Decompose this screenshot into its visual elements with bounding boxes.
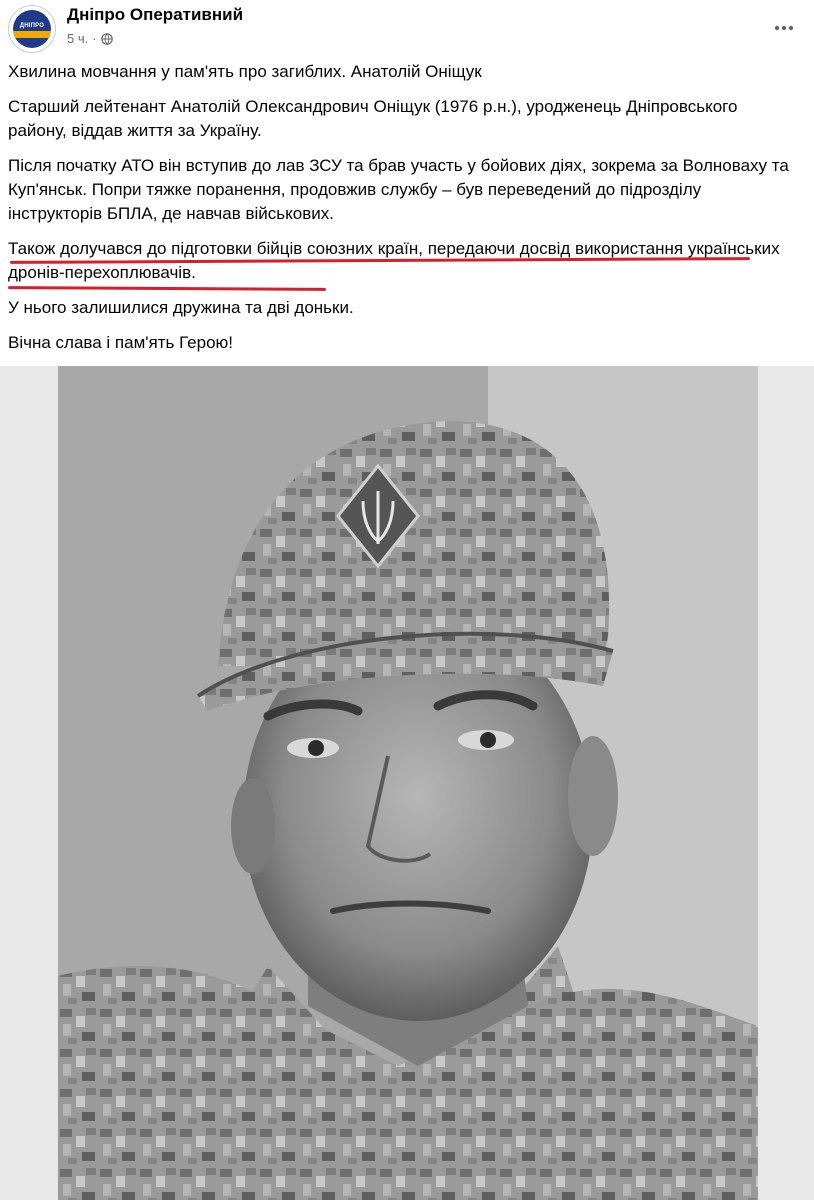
logo-band: [13, 31, 51, 38]
post-timestamp[interactable]: 5 ч.: [67, 31, 89, 46]
post-meta: [67, 31, 113, 46]
post-paragraph-family: У нього залишилися дружина та дві доньки.: [8, 298, 354, 317]
portrait-illustration: [58, 366, 758, 1200]
page-name-link[interactable]: Дніпро Оперативний: [67, 5, 244, 24]
more-horizontal-icon: [774, 25, 794, 31]
post-paragraph-bio: Старший лейтенант Анатолій Олександрович Оніщук (1976 р.н.), уродженець Дніпровського району, віддав життя за Україну.: [8, 97, 738, 140]
globe-icon: [101, 33, 113, 45]
memorial-portrait-photo[interactable]: [58, 366, 758, 1200]
post-paragraph-glory: Вічна слава і пам'ять Герою!: [8, 333, 234, 352]
post-text: [8, 60, 798, 366]
more-options-button[interactable]: [768, 12, 800, 44]
post-paragraph-service: Після початку АТО він вступив до лав ЗСУ та брав участь у бойових діях, зокрема за Волноваху та Куп'янськ. Попри тяжке поранення, продовжив службу – був переведений до підрозділу інструкторів БПЛА, де навчав військових.: [8, 156, 789, 223]
post-header: [0, 0, 814, 58]
page-logo: [13, 10, 51, 48]
post-photo-container: [0, 366, 814, 1200]
page-avatar[interactable]: [8, 5, 56, 53]
meta-separator: ·: [92, 31, 97, 46]
post-paragraph-title: Хвилина мовчання у пам'ять про загиблих. Анатолій Оніщук: [8, 62, 482, 81]
logo-text: ДНІПРО: [19, 23, 45, 29]
post-paragraph-training: Також долучався до підготовки бійців союзних країн, передаючи досвід використання українських дронів-перехоплювачів.: [8, 239, 780, 282]
